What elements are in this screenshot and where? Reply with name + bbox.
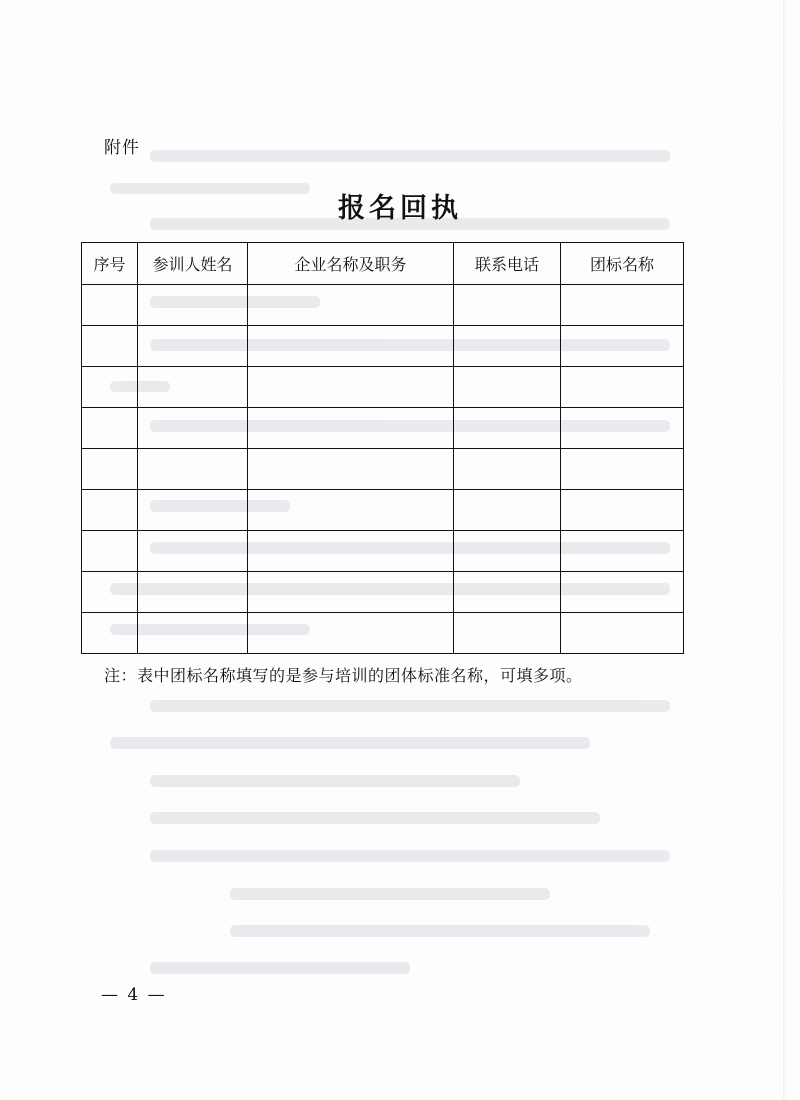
table-cell[interactable]: [454, 531, 561, 572]
table-cell[interactable]: [138, 490, 248, 531]
table-cell[interactable]: [561, 572, 684, 613]
page-number: — 4 —: [101, 985, 167, 1005]
table-cell[interactable]: [561, 531, 684, 572]
table-cell[interactable]: [82, 613, 138, 654]
table-cell[interactable]: [138, 572, 248, 613]
table-cell[interactable]: [248, 490, 454, 531]
table-cell[interactable]: [82, 326, 138, 367]
registration-table: [81, 242, 684, 654]
table-note: 注：表中团标名称填写的是参与培训的团体标准名称，可填多项。: [104, 666, 583, 685]
table-cell[interactable]: [561, 285, 684, 326]
table-cell[interactable]: [138, 285, 248, 326]
header-company-and-position: 企业名称及职务: [248, 243, 454, 285]
table-row: [82, 613, 684, 654]
table-cell[interactable]: [138, 326, 248, 367]
table-cell[interactable]: [454, 572, 561, 613]
table-cell[interactable]: [82, 449, 138, 490]
table-cell[interactable]: [82, 531, 138, 572]
table-cell[interactable]: [454, 285, 561, 326]
table-cell[interactable]: [248, 408, 454, 449]
table-cell[interactable]: [454, 449, 561, 490]
table-cell[interactable]: [138, 613, 248, 654]
table-body: [82, 285, 684, 654]
page-edge-shadow: [783, 0, 786, 1100]
table-cell[interactable]: [248, 572, 454, 613]
form-title: 报名回执: [338, 193, 462, 224]
table-cell[interactable]: [248, 449, 454, 490]
table-cell[interactable]: [248, 531, 454, 572]
table-cell[interactable]: [82, 285, 138, 326]
table-cell[interactable]: [454, 367, 561, 408]
table-row: [82, 449, 684, 490]
header-participant-name: 参训人姓名: [138, 243, 248, 285]
table-cell[interactable]: [248, 326, 454, 367]
table-cell[interactable]: [561, 449, 684, 490]
table-row: [82, 408, 684, 449]
table-cell[interactable]: [82, 408, 138, 449]
table-cell[interactable]: [454, 326, 561, 367]
table-cell[interactable]: [82, 572, 138, 613]
table-cell[interactable]: [138, 531, 248, 572]
header-serial-number: 序号: [82, 243, 138, 285]
table-cell[interactable]: [248, 613, 454, 654]
table-header-row: [82, 243, 684, 285]
header-standard-name: 团标名称: [561, 243, 684, 285]
table-row: [82, 531, 684, 572]
table-row: [82, 490, 684, 531]
table-cell[interactable]: [561, 490, 684, 531]
table-cell[interactable]: [138, 408, 248, 449]
table-cell[interactable]: [138, 449, 248, 490]
table-row: [82, 367, 684, 408]
table-cell[interactable]: [248, 367, 454, 408]
table-cell[interactable]: [561, 326, 684, 367]
table-cell[interactable]: [454, 490, 561, 531]
table-row: [82, 572, 684, 613]
table-cell[interactable]: [561, 613, 684, 654]
table-cell[interactable]: [138, 367, 248, 408]
table-cell[interactable]: [454, 408, 561, 449]
table-cell[interactable]: [561, 408, 684, 449]
table-row: [82, 326, 684, 367]
table-row: [82, 285, 684, 326]
header-phone: 联系电话: [454, 243, 561, 285]
table-cell[interactable]: [454, 613, 561, 654]
attachment-label: 附件: [104, 138, 140, 158]
table-cell[interactable]: [82, 490, 138, 531]
table-cell[interactable]: [561, 367, 684, 408]
table-cell[interactable]: [248, 285, 454, 326]
table-cell[interactable]: [82, 367, 138, 408]
